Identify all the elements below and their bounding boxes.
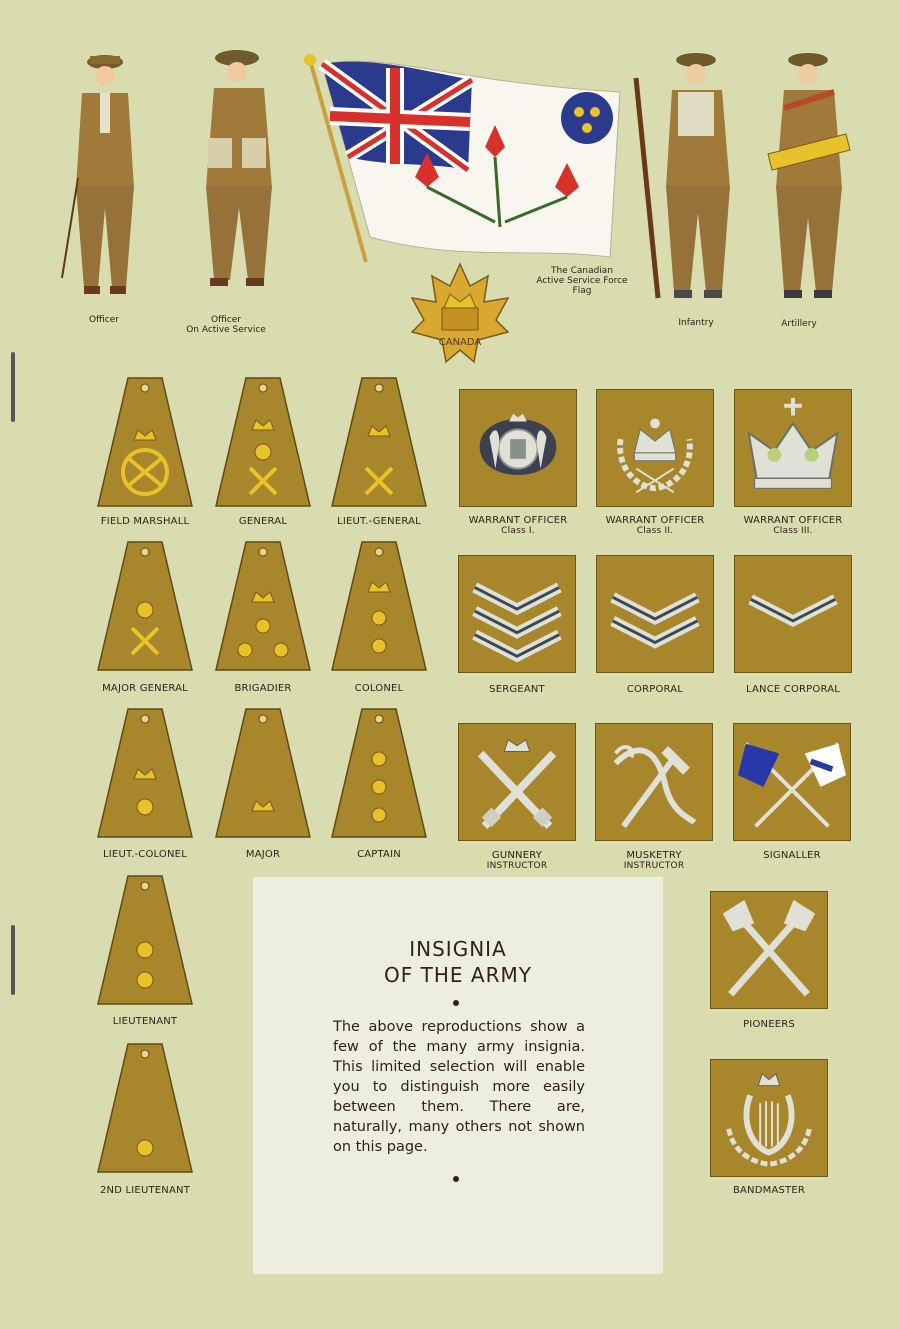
warrant-officer-class-3-title: WARRANT OFFICER [743, 515, 843, 526]
warrant-officer-class-1-class: Class I. [501, 526, 535, 536]
badge-pioneers [710, 891, 828, 1009]
artillery-figure [758, 48, 858, 306]
flag-caption-line1: The Canadian [550, 266, 614, 276]
shoulder-strap-major-general [96, 540, 194, 674]
flag-caption-line2: Active Service Force [536, 276, 628, 286]
musketry-instructor-sub: INSTRUCTOR [623, 861, 685, 871]
badge-warrant-officer-class-2 [596, 389, 714, 507]
officer-active-service-label-line2: On Active Service [186, 325, 266, 335]
colonel-label: COLONEL [354, 683, 404, 694]
canadian-active-service-flag [300, 52, 630, 267]
badge-signaller [733, 723, 851, 841]
gunnery-instructor-sub: INSTRUCTOR [486, 861, 548, 871]
officer-active-service-figure [192, 48, 292, 293]
pioneers-label: PIONEERS [743, 1019, 795, 1030]
major-general-label: MAJOR GENERAL [102, 683, 188, 694]
bandmaster-label: BANDMASTER [732, 1185, 806, 1196]
musketry-instructor-label [585, 850, 723, 872]
panel-title-line1: INSIGNIA [409, 937, 507, 961]
shoulder-strap-field-marshall [96, 376, 194, 510]
badge-corporal [596, 555, 714, 673]
badge-musketry-instructor [595, 723, 713, 841]
sergeant-label: SERGEANT [489, 684, 545, 695]
major-label: MAJOR [245, 849, 281, 860]
staple-top [11, 352, 15, 422]
captain-label: CAPTAIN [357, 849, 401, 860]
badge-lance-corporal [734, 555, 852, 673]
shoulder-strap-2nd-lieutenant [96, 1042, 194, 1176]
lieutenant-label: LIEUTENANT [112, 1016, 178, 1027]
gunnery-instructor-label [448, 850, 586, 872]
canada-maple-leaf-badge [408, 262, 512, 368]
badge-sergeant [458, 555, 576, 673]
badge-warrant-officer-class-1 [459, 389, 577, 507]
field-marshall-label: FIELD MARSHALL [100, 516, 190, 527]
panel-divider-dot-bottom [453, 1176, 459, 1182]
lance-corporal-label: LANCE CORPORAL [745, 684, 841, 695]
officer-figure [60, 48, 150, 303]
gunnery-instructor-title: GUNNERY [491, 850, 543, 861]
shoulder-strap-lieut-colonel [96, 707, 194, 841]
warrant-officer-class-2-class: Class II. [636, 526, 674, 536]
infantry-figure [628, 48, 738, 306]
warrant-officer-class-1-label [449, 515, 587, 537]
cap-badge-text: CANADA [438, 337, 482, 348]
shoulder-strap-captain [330, 707, 428, 841]
panel-body-text: The above reproductions show a few of the many army insignia. This limited selection will enable you to distinguish more easily between them. There are, naturally, many others not shown on this page. [333, 1019, 585, 1155]
shoulder-strap-colonel [330, 540, 428, 674]
shoulder-strap-lieutenant [96, 874, 194, 1008]
warrant-officer-class-3-class: Class III. [773, 526, 813, 536]
shoulder-strap-brigadier [214, 540, 312, 674]
badge-bandmaster [710, 1059, 828, 1177]
corporal-label: CORPORAL [626, 684, 684, 695]
warrant-officer-class-3-label [724, 515, 862, 537]
musketry-instructor-title: MUSKETRY [626, 850, 682, 861]
warrant-officer-class-1-title: WARRANT OFFICER [468, 515, 568, 526]
general-label: GENERAL [238, 516, 288, 527]
officer-label: Officer [89, 315, 119, 325]
insignia-text-panel [253, 877, 663, 1274]
panel-title-line2: OF THE ARMY [384, 963, 532, 987]
lieut-general-label: LIEUT.-GENERAL [337, 516, 421, 527]
artillery-label: Artillery [781, 319, 817, 329]
panel-divider-dot-top [453, 1000, 459, 1006]
badge-gunnery-instructor [458, 723, 576, 841]
brigadier-label: BRIGADIER [234, 683, 292, 694]
badge-warrant-officer-class-3 [734, 389, 852, 507]
signaller-label: SIGNALLER [763, 850, 821, 861]
staple-bottom [11, 925, 15, 995]
flag-caption-line3: Flag [572, 286, 592, 296]
warrant-officer-class-2-label [586, 515, 724, 537]
shoulder-strap-lieut-general [330, 376, 428, 510]
lieut-colonel-label: LIEUT.-COLONEL [103, 849, 187, 860]
2nd-lieutenant-label: 2ND LIEUTENANT [99, 1185, 191, 1196]
infantry-label: Infantry [678, 318, 714, 328]
officer-active-service-label-line1: Officer [211, 315, 241, 325]
warrant-officer-class-2-title: WARRANT OFFICER [605, 515, 705, 526]
shoulder-strap-major [214, 707, 312, 841]
shoulder-strap-general [214, 376, 312, 510]
flag-caption [530, 266, 634, 296]
officer-active-service-label [186, 315, 266, 335]
